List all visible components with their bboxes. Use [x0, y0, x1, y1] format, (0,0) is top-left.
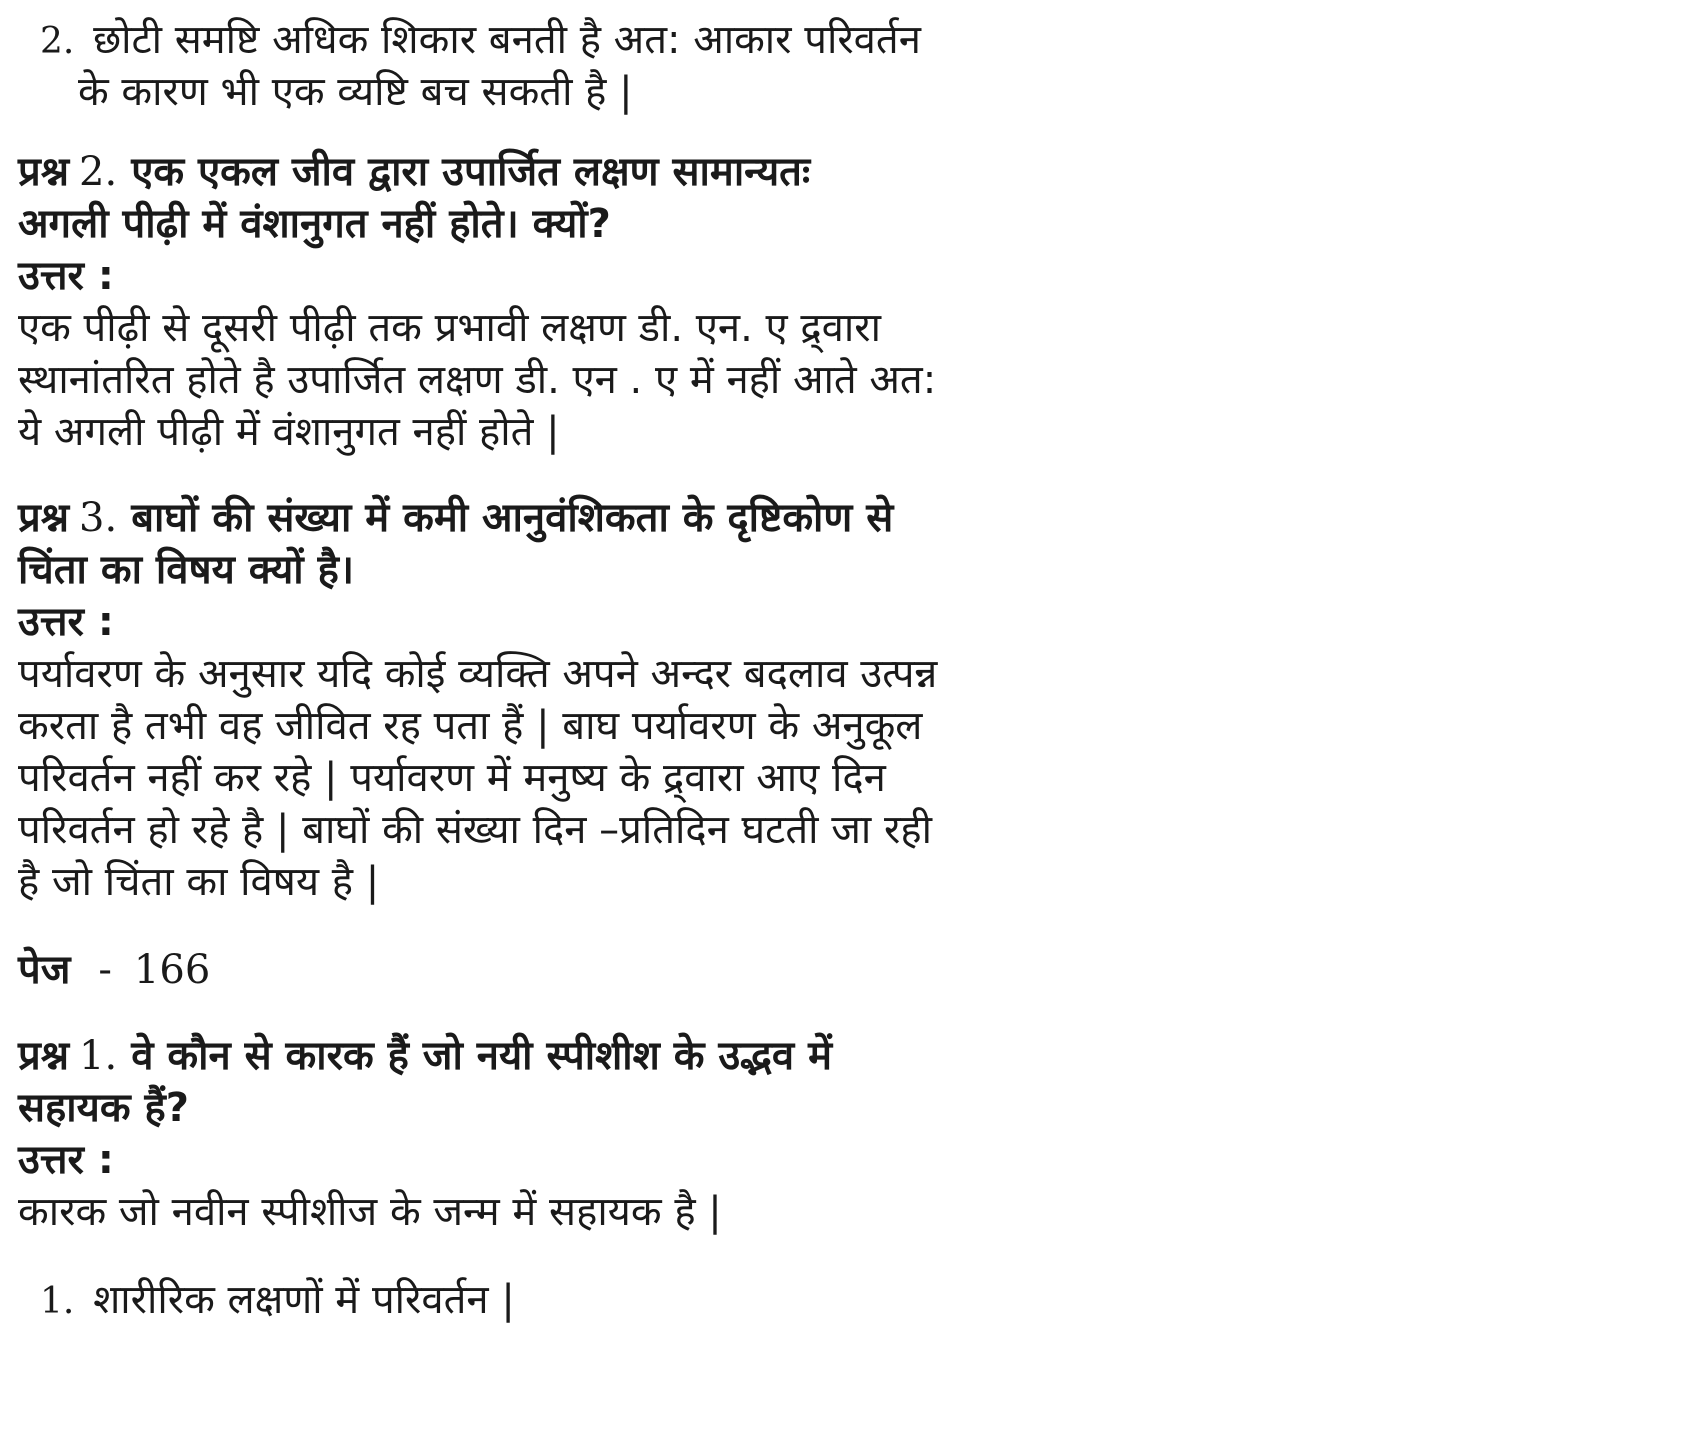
question-prefix: प्रश्न: [18, 1033, 70, 1079]
question-text: बाघों की संख्या में कमी आनुवंशिकता के दृष्टिकोण से: [131, 495, 894, 541]
question-2-title-line1: [18, 146, 810, 198]
list-item-2-line1: [40, 14, 921, 68]
page-marker-dash: -: [98, 947, 112, 993]
question-3-answer-line: पर्यावरण के अनुसार यदि कोई व्यक्ति अपने अन्दर बदलाव उत्पन्न: [18, 651, 938, 697]
question-2-answer-line: स्थानांतरित होते है उपार्जित लक्षण डी. एन . ए में नहीं आते अत:: [18, 357, 937, 403]
question-number: 1.: [79, 1033, 118, 1079]
list-item-number: 1.: [40, 1281, 75, 1322]
question-text: एक एकल जीव द्वारा उपार्जित लक्षण सामान्यतः: [131, 149, 811, 195]
question-2-title-line2: अगली पीढ़ी में वंशानुगत नहीं होते। क्यों?: [18, 201, 611, 247]
page-marker-number: 166: [133, 947, 211, 993]
question-number: 3.: [79, 495, 118, 541]
question-prefix: प्रश्न: [18, 149, 70, 195]
question-2-answer-line: ये अगली पीढ़ी में वंशानुगत नहीं होते |: [18, 409, 560, 455]
question-3-title-line2: चिंता का विषय क्यों है।: [18, 547, 354, 593]
question-1-answer-line: कारक जो नवीन स्पीशीज के जन्म में सहायक है |: [18, 1189, 722, 1235]
page-marker-label: पेज: [18, 947, 71, 993]
list-item-1: [40, 1274, 515, 1328]
list-item-text: छोटी समष्टि अधिक शिकार बनती है अत: आकार परिवर्तन: [93, 17, 921, 63]
question-3-answer-line: है जो चिंता का विषय है |: [18, 859, 380, 905]
list-item-2-line2: के कारण भी एक व्यष्टि बच सकती है |: [78, 69, 633, 115]
question-3-title-line1: [18, 492, 893, 544]
question-2-answer-label: उत्तर :: [18, 253, 114, 299]
question-prefix: प्रश्न: [18, 495, 70, 541]
question-1-title-line2: सहायक हैं?: [18, 1085, 189, 1131]
question-3-answer-line: परिवर्तन हो रहे है | बाघों की संख्या दिन –प्रतिदिन घटती जा रही: [18, 807, 932, 853]
question-2-answer-line: एक पीढ़ी से दूसरी पीढ़ी तक प्रभावी लक्षण डी. एन. ए द्र्वारा: [18, 305, 881, 351]
question-1-answer-label: उत्तर :: [18, 1137, 114, 1183]
question-text: वे कौन से कारक हैं जो नयी स्पीशीश के उद्भव में: [131, 1033, 832, 1079]
question-3-answer-line: परिवर्तन नहीं कर रहे | पर्यावरण में मनुष्य के द्र्वारा आए दिन: [18, 755, 886, 801]
question-number: 2.: [79, 149, 118, 195]
question-3-answer-label: उत्तर :: [18, 599, 114, 645]
question-1-title-line1: [18, 1030, 832, 1082]
list-item-text: शारीरिक लक्षणों में परिवर्तन |: [93, 1277, 515, 1323]
list-item-number: 2.: [40, 21, 75, 62]
page-marker: [18, 944, 210, 996]
question-3-answer-line: करता है तभी वह जीवित रह पता हैं | बाघ पर्यावरण के अनुकूल: [18, 703, 923, 749]
